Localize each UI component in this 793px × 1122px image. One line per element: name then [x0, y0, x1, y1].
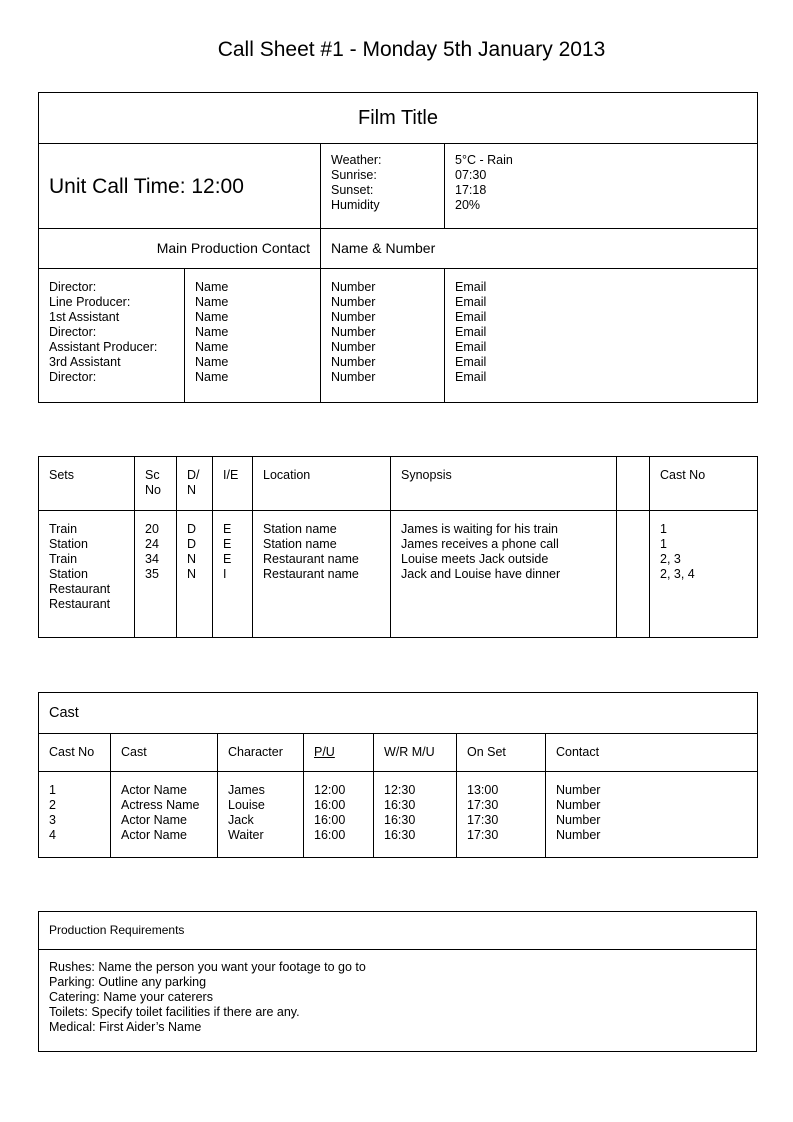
crew-numbers	[321, 269, 445, 403]
crew-role: Assistant Producer:	[49, 340, 158, 354]
film-title: Film Title	[39, 93, 758, 144]
crew-email: Email	[455, 280, 487, 294]
unit-call-time: Unit Call Time: 12:00	[39, 144, 321, 229]
contact: Number	[556, 813, 601, 827]
character: Louise	[228, 798, 265, 812]
scene-no: 35	[145, 567, 159, 581]
character: Jack	[228, 813, 254, 827]
header-table	[38, 92, 758, 403]
pickup-column	[304, 772, 374, 858]
pickup-time: 16:00	[314, 813, 346, 827]
day-night-cell	[177, 511, 213, 638]
day-night: D	[187, 522, 197, 536]
pickup-time: 16:00	[314, 798, 346, 812]
sets-cell	[39, 511, 135, 638]
location: Restaurant name	[263, 552, 359, 566]
humidity-label: Humidity	[331, 198, 380, 212]
on-set-time: 17:30	[467, 798, 499, 812]
crew-number: Number	[331, 310, 376, 324]
cast-name: Actress Name	[121, 798, 200, 812]
crew-roles	[39, 269, 185, 403]
weather-value: 5°C - Rain	[455, 153, 513, 167]
set-entry: Restaurant	[49, 597, 111, 611]
scene-no-header	[135, 457, 177, 511]
scene-no: 20	[145, 522, 159, 536]
crew-role: Director:	[49, 280, 97, 294]
crew-number: Number	[331, 325, 376, 339]
crew-role: Director:	[49, 370, 97, 384]
crew-number: Number	[331, 295, 376, 309]
scene-no-cell	[135, 511, 177, 638]
sunrise-value: 07:30	[455, 168, 487, 182]
production-requirements-body	[39, 950, 757, 1052]
schedule-table	[38, 456, 758, 638]
pickup-col-header: P/U	[314, 745, 335, 759]
contact: Number	[556, 798, 601, 812]
contact: Number	[556, 828, 601, 842]
character-col-header: Character	[218, 734, 304, 772]
pickup-time: 12:00	[314, 783, 346, 797]
synopsis-header: Synopsis	[391, 457, 617, 511]
blank-header	[617, 457, 650, 511]
synopsis: Louise meets Jack outside	[401, 552, 549, 566]
cast-no-col-header: Cast No	[39, 734, 111, 772]
sunset-label: Sunset:	[331, 183, 374, 197]
crew-name: Name	[195, 310, 229, 324]
sets-header: Sets	[39, 457, 135, 511]
wardrobe-makeup-time: 12:30	[384, 783, 416, 797]
blank-cell	[617, 511, 650, 638]
on-set-column	[457, 772, 546, 858]
cast-name: Actor Name	[121, 783, 187, 797]
weather-labels	[321, 144, 445, 229]
scene-no: 34	[145, 552, 159, 566]
set-entry: Train	[49, 552, 78, 566]
page-title: Call Sheet #1 - Monday 5th January 2013	[217, 38, 606, 61]
set-entry: Station	[49, 567, 88, 581]
cast-no-header: Cast No	[650, 457, 758, 511]
cast-name: Actor Name	[121, 828, 187, 842]
cast-no-cell	[650, 511, 758, 638]
location-header: Location	[253, 457, 391, 511]
crew-emails	[445, 269, 758, 403]
crew-name: Name	[195, 370, 229, 384]
cast-no: 1	[660, 537, 667, 551]
crew-email: Email	[455, 355, 487, 369]
requirement-medical: Medical: First Aider’s Name	[49, 1020, 202, 1034]
cast-title: Cast	[39, 693, 758, 734]
int-ext: E	[223, 552, 232, 566]
int-ext: E	[223, 537, 232, 551]
character: James	[228, 783, 265, 797]
wardrobe-makeup-col-header: W/R M/U	[374, 734, 457, 772]
requirement-toilets: Toilets: Specify toilet facilities if there are any.	[49, 1005, 300, 1019]
crew-name: Name	[195, 295, 229, 309]
location: Restaurant name	[263, 567, 359, 581]
day-night-header-line: N	[187, 483, 197, 497]
on-set-time: 17:30	[467, 813, 499, 827]
crew-name: Name	[195, 280, 229, 294]
int-ext-header: I/E	[213, 457, 253, 511]
cast-table	[38, 692, 758, 858]
requirement-parking: Parking: Outline any parking	[49, 975, 207, 989]
wardrobe-makeup-time: 16:30	[384, 798, 416, 812]
cast-no-entry: 1	[49, 783, 56, 797]
synopsis: James is waiting for his train	[401, 522, 559, 536]
day-night: N	[187, 552, 197, 566]
sunset-value: 17:18	[455, 183, 487, 197]
synopsis: Jack and Louise have dinner	[401, 567, 561, 581]
main-contact-label: Main Production Contact	[39, 229, 321, 269]
requirement-catering: Catering: Name your caterers	[49, 990, 213, 1004]
synopsis-cell	[391, 511, 617, 638]
crew-email: Email	[455, 325, 487, 339]
cast-no: 2, 3	[660, 552, 681, 566]
day-night: N	[187, 567, 197, 581]
location: Station name	[263, 537, 337, 551]
weather-label: Weather:	[331, 153, 382, 167]
location-cell	[253, 511, 391, 638]
on-set-time: 13:00	[467, 783, 499, 797]
wardrobe-makeup-time: 16:30	[384, 813, 416, 827]
day-night-header-line: D/	[187, 468, 200, 482]
crew-number: Number	[331, 355, 376, 369]
crew-email: Email	[455, 295, 487, 309]
humidity-value: 20%	[455, 198, 481, 212]
cast-no-entry: 2	[49, 798, 56, 812]
int-ext-cell	[213, 511, 253, 638]
cast-no: 2, 3, 4	[660, 567, 695, 581]
crew-name: Name	[195, 355, 229, 369]
contact: Number	[556, 783, 601, 797]
cast-col-header: Cast	[111, 734, 218, 772]
cast-name-column	[111, 772, 218, 858]
cast-no-entry: 4	[49, 828, 56, 842]
scene-no-header-line: No	[145, 483, 161, 497]
synopsis: James receives a phone call	[401, 537, 559, 551]
crew-role: Line Producer:	[49, 295, 131, 309]
wardrobe-makeup-time: 16:30	[384, 828, 416, 842]
on-set-col-header: On Set	[457, 734, 546, 772]
character-column	[218, 772, 304, 858]
crew-number: Number	[331, 280, 376, 294]
requirement-rushes: Rushes: Name the person you want your footage to go to	[49, 960, 366, 974]
int-ext: E	[223, 522, 232, 536]
crew-names	[185, 269, 321, 403]
contact-col-header: Contact	[546, 734, 758, 772]
int-ext: I	[223, 567, 227, 581]
crew-email: Email	[455, 370, 487, 384]
crew-email: Email	[455, 310, 487, 324]
main-contact-value: Name & Number	[321, 229, 758, 269]
weather-values	[445, 144, 758, 229]
cast-name: Actor Name	[121, 813, 187, 827]
crew-role: 3rd Assistant	[49, 355, 121, 369]
scene-no: 24	[145, 537, 159, 551]
on-set-time: 17:30	[467, 828, 499, 842]
crew-role: Director:	[49, 325, 97, 339]
character: Waiter	[228, 828, 264, 842]
cast-no-entry: 3	[49, 813, 56, 827]
contact-column	[546, 772, 758, 858]
day-night: D	[187, 537, 197, 551]
wardrobe-makeup-column	[374, 772, 457, 858]
crew-name: Name	[195, 340, 229, 354]
crew-number: Number	[331, 340, 376, 354]
crew-email: Email	[455, 340, 487, 354]
cast-no: 1	[660, 522, 667, 536]
location: Station name	[263, 522, 337, 536]
set-entry: Restaurant	[49, 582, 111, 596]
crew-number: Number	[331, 370, 376, 384]
cast-no-column	[39, 772, 111, 858]
production-requirements-table	[38, 911, 757, 1052]
set-entry: Station	[49, 537, 88, 551]
production-requirements-title: Production Requirements	[39, 912, 757, 950]
crew-role: 1st Assistant	[49, 310, 120, 324]
day-night-header	[177, 457, 213, 511]
sunrise-label: Sunrise:	[331, 168, 377, 182]
scene-no-header-line: Sc	[145, 468, 160, 482]
pickup-time: 16:00	[314, 828, 346, 842]
crew-name: Name	[195, 325, 229, 339]
set-entry: Train	[49, 522, 78, 536]
